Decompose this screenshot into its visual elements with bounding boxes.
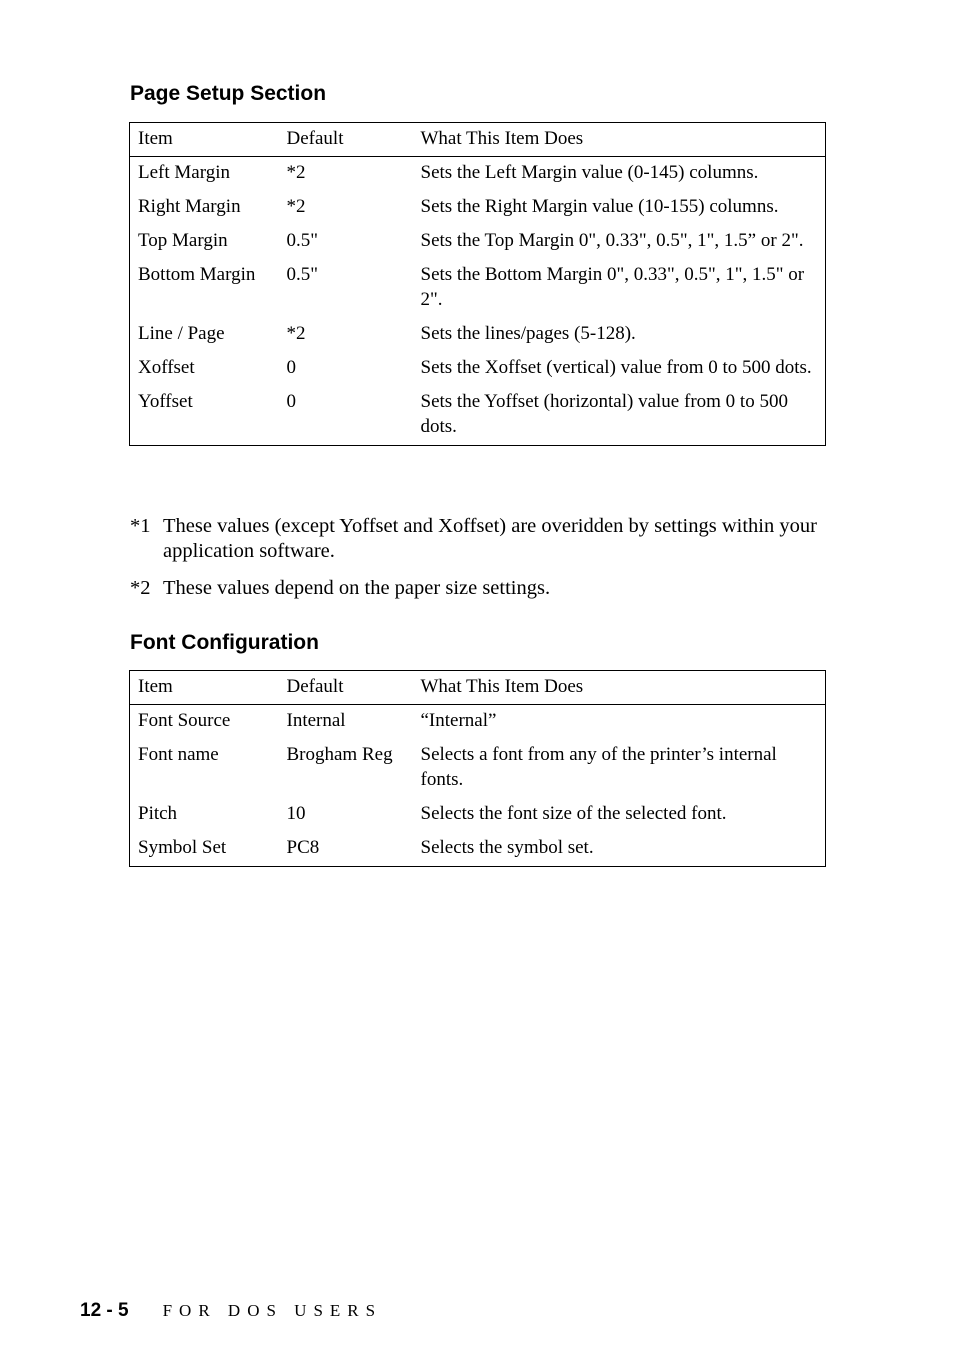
column-header-item: Item — [130, 671, 279, 705]
description-cell: Sets the lines/pages (5-128). — [420, 323, 636, 344]
default-cell: *2 — [286, 323, 306, 344]
table-row — [130, 705, 826, 740]
table-row — [130, 191, 826, 225]
description-cell: Sets the Right Margin value (10-155) columns. — [420, 196, 779, 217]
description-cell: Selects the font size of the selected font. — [420, 803, 727, 824]
table-row — [130, 259, 826, 318]
item-cell: Right Margin — [138, 196, 241, 217]
footnote-text: These values (except Yoffset and Xoffset) are overidden by settings within your application software. — [163, 515, 817, 562]
footnote-mark: *1 — [130, 515, 151, 537]
default-cell: 0 — [286, 391, 296, 412]
default-cell: Internal — [286, 710, 346, 731]
page-number: 12 - 5 — [80, 1300, 129, 1321]
table-row — [130, 798, 826, 832]
column-header-description: What This Item Does — [413, 123, 826, 157]
item-cell: Symbol Set — [138, 837, 227, 858]
description-cell: Sets the Top Margin 0", 0.33", 0.5", 1", 1.5” or 2". — [420, 230, 804, 251]
item-cell: Bottom Margin — [138, 264, 256, 285]
default-cell: *2 — [286, 162, 306, 183]
item-cell: Font Source — [138, 710, 231, 731]
font-configuration-title: Font Configuration — [130, 631, 319, 654]
default-cell: PC8 — [286, 837, 320, 858]
description-cell: Selects a font from any of the printer’s internal fonts. — [420, 744, 777, 790]
column-header-description: What This Item Does — [413, 671, 826, 705]
item-cell: Top Margin — [138, 230, 228, 251]
page-setup-table — [129, 122, 826, 446]
page-setup-title: Page Setup Section — [130, 82, 327, 105]
footnote-mark: *2 — [130, 577, 151, 599]
table-row — [130, 225, 826, 259]
default-cell: 10 — [286, 803, 306, 824]
description-cell: Sets the Xoffset (vertical) value from 0 to 500 dots. — [420, 357, 812, 378]
table-row — [130, 832, 826, 867]
table-row — [130, 386, 826, 446]
table-header-row — [130, 671, 826, 705]
column-header-default: Default — [279, 671, 413, 705]
description-cell: Sets the Left Margin value (0-145) columns. — [420, 162, 759, 183]
default-cell: Brogham Reg — [286, 744, 393, 765]
column-header-default: Default — [279, 123, 413, 157]
column-header-item: Item — [130, 123, 279, 157]
table-row — [130, 318, 826, 352]
item-cell: Yoffset — [138, 391, 193, 412]
default-cell: 0 — [286, 357, 296, 378]
footnote-text: These values depend on the paper size settings. — [163, 577, 551, 599]
item-cell: Pitch — [138, 803, 178, 824]
item-cell: Left Margin — [138, 162, 230, 183]
page-footer — [80, 1300, 382, 1322]
description-cell: “Internal” — [420, 710, 497, 731]
table-row — [130, 352, 826, 386]
description-cell: Sets the Yoffset (horizontal) value from 0 to 500 dots. — [420, 391, 788, 437]
font-configuration-table — [129, 670, 826, 867]
table-row — [130, 739, 826, 798]
item-cell: Font name — [138, 744, 219, 765]
description-cell: Sets the Bottom Margin 0", 0.33", 0.5", 1", 1.5" or 2". — [420, 264, 805, 310]
table-row — [130, 157, 826, 192]
footnote — [130, 514, 830, 564]
item-cell: Xoffset — [138, 357, 195, 378]
table-header-row — [130, 123, 826, 157]
chapter-title: FOR DOS USERS — [162, 1301, 383, 1320]
default-cell: *2 — [286, 196, 306, 217]
default-cell: 0.5" — [286, 264, 319, 285]
description-cell: Selects the symbol set. — [420, 837, 594, 858]
footnotes — [130, 514, 830, 613]
footnote — [130, 576, 830, 601]
default-cell: 0.5" — [286, 230, 319, 251]
item-cell: Line / Page — [138, 323, 225, 344]
